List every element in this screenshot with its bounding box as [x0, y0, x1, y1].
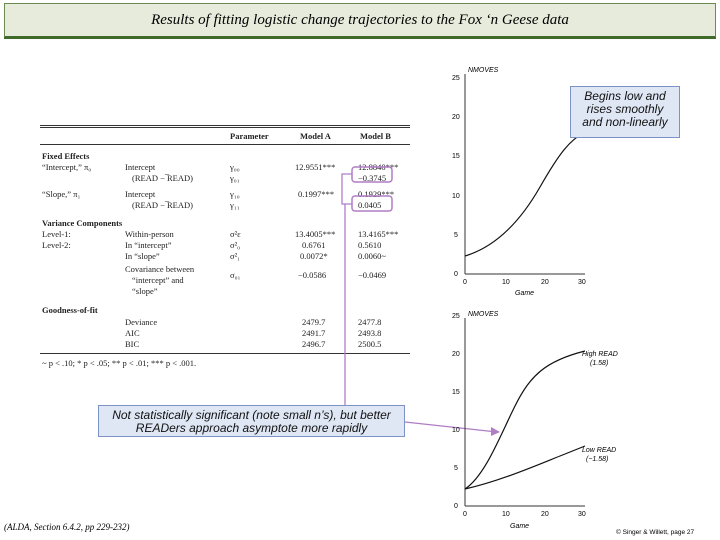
- high-read-sublabel: (1.58): [590, 360, 609, 367]
- y-tick-label: 0: [454, 271, 458, 278]
- x-tick-label: 0: [463, 279, 467, 286]
- row-desc: AIC: [125, 328, 140, 338]
- x-tick-label: 30: [578, 511, 586, 518]
- top-graph-ylabel: NMOVES: [468, 67, 499, 74]
- row-desc: Intercept: [125, 189, 156, 199]
- row-desc: In “intercept”: [125, 240, 172, 250]
- source-citation: (ALDA, Section 6.4.2, pp 229-232): [4, 522, 130, 532]
- row-b: 12.8840***: [358, 162, 399, 172]
- row-desc: (READ − ̅READ): [132, 173, 193, 183]
- header-parameter: Parameter: [230, 131, 269, 141]
- low-read-sublabel: (−1.58): [586, 456, 609, 463]
- row-param: γ₀₁: [230, 173, 240, 183]
- row-b: 0.0405: [358, 200, 382, 210]
- row-b: 13.4165***: [358, 229, 399, 239]
- row-desc: BIC: [125, 339, 140, 349]
- y-tick-label: 25: [452, 313, 460, 320]
- callout-bottom: Not statistically significant (note small n’s), but better READers approach asymptote more rapidly: [98, 405, 405, 437]
- x-tick-label: 20: [541, 511, 549, 518]
- y-tick-label: 15: [452, 153, 460, 160]
- highlight-box-gamma01: [352, 167, 392, 182]
- y-tick-label: 5: [454, 232, 458, 239]
- table-footnote: ~ p < .10; * p < .05; ** p < .01; *** p < .001.: [42, 358, 197, 368]
- y-tick-label: 20: [452, 351, 460, 358]
- high-read-label: High READ: [582, 351, 618, 358]
- row-b: 2477.8: [358, 317, 382, 327]
- row-label: Level-1:: [42, 229, 71, 239]
- row-b: 2493.8: [358, 328, 382, 338]
- row-label: “Intercept,” π₀: [42, 162, 92, 172]
- row-desc: Intercept: [125, 162, 156, 172]
- y-tick-label: 5: [454, 465, 458, 472]
- row-b: 0.0060~: [358, 251, 386, 261]
- section-fit: Goodness-of-fit: [42, 305, 98, 315]
- row-a: 0.0072*: [300, 251, 328, 261]
- row-a: −0.0586: [298, 270, 327, 280]
- y-tick-label: 20: [452, 114, 460, 121]
- y-tick-label: 25: [452, 75, 460, 82]
- low-read-label: Low READ: [582, 447, 617, 454]
- row-param: σ₀₁: [230, 270, 241, 280]
- y-tick-label: 0: [454, 503, 458, 510]
- highlight-box-gamma11: [352, 196, 392, 211]
- header-model-b: Model B: [360, 131, 391, 141]
- x-tick-label: 30: [578, 279, 586, 286]
- row-b: 0.5610: [358, 240, 382, 250]
- row-label: “Slope,” π₁: [42, 189, 81, 199]
- row-a: 2496.7: [302, 339, 326, 349]
- x-tick-label: 10: [502, 279, 510, 286]
- row-param: σ²₀: [230, 240, 241, 250]
- bottom-graph-xlabel: Game: [510, 523, 530, 530]
- row-param: σ²ε: [230, 229, 241, 239]
- connector-line: [342, 174, 352, 204]
- row-desc: Deviance: [125, 317, 158, 327]
- header-model-a: Model A: [300, 131, 331, 141]
- row-param: σ²₁: [230, 251, 241, 261]
- low-read-curve: [465, 446, 585, 489]
- row-a: 0.1997***: [298, 189, 335, 199]
- row-desc: Within-person: [125, 229, 174, 239]
- logistic-curve: [465, 132, 585, 256]
- bottom-graph-ylabel: NMOVES: [468, 311, 499, 318]
- row-b: −0.3745: [358, 173, 387, 183]
- y-tick-label: 10: [452, 193, 460, 200]
- x-tick-label: 20: [541, 279, 549, 286]
- row-a: 12.9551***: [295, 162, 336, 172]
- copyright-notice: © Singer & Willett, page 27: [616, 529, 695, 536]
- row-label: Level-2:: [42, 240, 71, 250]
- row-a: 13.4005***: [295, 229, 336, 239]
- row-b: −0.0469: [358, 270, 387, 280]
- bottom-graph: [430, 306, 620, 538]
- row-desc: Covariance between: [125, 264, 195, 274]
- y-tick-label: 10: [452, 427, 460, 434]
- y-tick-label: 15: [452, 389, 460, 396]
- row-param: γ₁₀: [230, 189, 240, 199]
- row-desc: (READ − ̅READ): [132, 200, 193, 210]
- row-a: 2479.7: [302, 317, 326, 327]
- x-tick-label: 10: [502, 511, 510, 518]
- row-param: γ₀₀: [230, 162, 240, 172]
- row-desc: “slope”: [132, 286, 158, 296]
- row-desc: “intercept” and: [132, 275, 184, 285]
- callout-top: Begins low and rises smoothly and non-linearly: [570, 86, 680, 138]
- section-fixed: Fixed Effects: [42, 151, 90, 161]
- slide-title: Results of fitting logistic change trajectories to the Fox ‘n Geese data: [151, 11, 569, 28]
- row-a: 2491.7: [302, 328, 326, 338]
- row-param: γ₁₁: [230, 200, 240, 210]
- row-b: 0.1929***: [358, 189, 395, 199]
- x-tick-label: 0: [463, 511, 467, 518]
- row-b: 2500.5: [358, 339, 382, 349]
- top-graph-xlabel: Game: [515, 290, 535, 297]
- section-variance: Variance Components: [42, 218, 123, 228]
- high-read-curve: [465, 351, 585, 489]
- row-a: 0.6761: [302, 240, 326, 250]
- row-desc: In “slope”: [125, 251, 160, 261]
